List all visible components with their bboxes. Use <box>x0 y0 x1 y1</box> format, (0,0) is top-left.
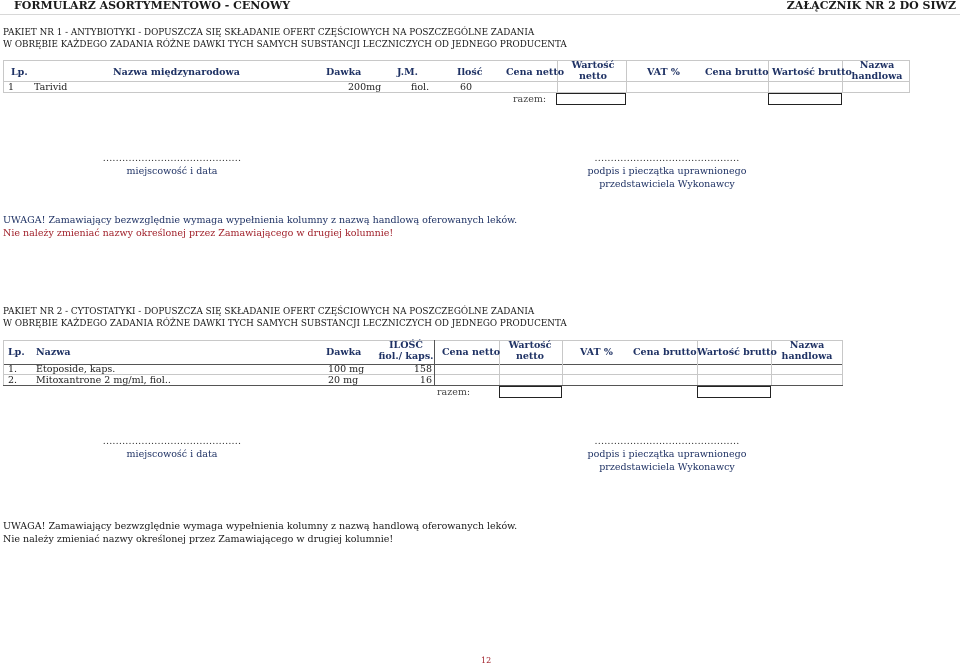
table-line <box>626 60 627 92</box>
signature-label-line1: podpis i pieczątka uprawnionego <box>587 449 747 460</box>
signature-block-1 <box>582 152 752 191</box>
col-net-value: Wartość netto <box>508 340 552 362</box>
col-name: Nazwa międzynarodowa <box>113 67 240 78</box>
row-lp: 1 <box>8 82 15 93</box>
row-dose: 100 mg <box>328 364 365 375</box>
col-dose: Dawka <box>326 67 362 78</box>
table-line <box>3 81 910 82</box>
col-gross-price: Cena brutto <box>705 67 769 78</box>
total-net-value-box[interactable] <box>499 386 562 398</box>
warning-line1: UWAGA! Zamawiający bezwzględnie wymaga wypełnienia kolumny z nazwą handlową oferowanych leków. <box>3 521 518 532</box>
table-line <box>842 340 843 385</box>
signature-label-line2: przedstawiciela Wykonawcy <box>599 462 735 473</box>
package-1-title-line1: PAKIET NR 1 - ANTYBIOTYKI - DOPUSZCZA SIĘ SKŁADANIE OFERT CZĘŚCIOWYCH NA POSZCZEGÓLNE ZADANIA <box>3 28 535 38</box>
total-label: razem: <box>513 94 547 105</box>
row-qty: 158 <box>413 364 432 375</box>
col-qty: Ilość <box>457 67 483 78</box>
col-qty: ILOŚĆ fiol./ kaps. <box>378 340 434 362</box>
row-name: Etoposide, kaps. <box>36 364 116 375</box>
total-label: razem: <box>437 387 471 398</box>
row-name: Mitoxantrone 2 mg/ml, fiol.. <box>36 375 171 386</box>
warning-2 <box>3 520 517 546</box>
col-net-price: Cena netto <box>442 347 501 358</box>
col-lp: Lp. <box>8 347 25 358</box>
col-name: Nazwa <box>36 347 71 358</box>
col-gross-price: Cena brutto <box>633 347 697 358</box>
col-net-value: Wartość netto <box>571 60 615 82</box>
signature-dots: ............................................. <box>594 153 740 164</box>
place-date-block-2 <box>92 435 252 461</box>
warning-line2: Nie należy zmieniać nazwy określonej przez Zamawiającego w drugiej kolumnie! <box>3 534 394 545</box>
package-1-title-line2: W OBRĘBIE KAŻDEGO ZADANIA RÓŻNE DAWKI TYCH SAMYCH SUBSTANCJI LECZNICZYCH OD JEDNEGO PRODUCENTA <box>3 40 567 50</box>
package-1-title <box>3 27 567 51</box>
place-date-dots: ........................................... <box>102 436 242 447</box>
col-gross-value: Wartość brutto <box>697 347 777 358</box>
col-vat: VAT % <box>580 347 613 358</box>
place-date-dots: ........................................... <box>102 153 242 164</box>
page-number: 12 <box>481 656 492 665</box>
package-2-title-line2: W OBRĘBIE KAŻDEGO ZADANIA RÓŻNE DAWKI TYCH SAMYCH SUBSTANCJI LECZNICZYCH OD JEDNEGO PRODUCENTA <box>3 319 567 329</box>
row-dose: 200mg <box>348 82 382 93</box>
row-dose: 20 mg <box>328 375 359 386</box>
row-qty: 60 <box>460 82 473 93</box>
row-name: Tarivid <box>34 82 68 93</box>
signature-block-2 <box>582 435 752 474</box>
package-2-title-line1: PAKIET NR 2 - CYTOSTATYKI - DOPUSZCZA SIĘ SKŁADANIE OFERT CZĘŚCIOWYCH NA POSZCZEGÓLNE ZADANIA <box>3 307 535 317</box>
col-unit: J.M. <box>397 67 418 78</box>
place-date-block-1 <box>92 152 252 178</box>
table-line <box>562 340 563 385</box>
table-line <box>909 60 910 92</box>
table-line <box>3 60 4 92</box>
col-lp: Lp. <box>11 67 28 78</box>
col-gross-value: Wartość brutto <box>772 67 852 78</box>
table-line <box>3 60 910 61</box>
row-unit: fiol. <box>411 82 430 93</box>
col-trade-name: Nazwa handlowa <box>781 340 833 362</box>
table-line <box>434 340 435 385</box>
total-gross-value-box[interactable] <box>697 386 771 398</box>
col-vat: VAT % <box>647 67 680 78</box>
place-date-label: miejscowość i data <box>126 166 218 177</box>
col-trade-name: Nazwa handlowa <box>851 60 903 82</box>
warning-1 <box>3 214 517 240</box>
warning-line2: Nie należy zmieniać nazwy określonej przez Zamawiającego w drugiej kolumnie! <box>3 228 394 239</box>
attachment-label: ZAŁĄCZNIK NR 2 DO SIWZ <box>786 0 956 12</box>
total-gross-value-box[interactable] <box>768 93 842 105</box>
signature-label-line2: przedstawiciela Wykonawcy <box>599 179 735 190</box>
row-qty: 16 <box>419 375 432 386</box>
warning-line1: UWAGA! Zamawiający bezwzględnie wymaga wypełnienia kolumny z nazwą handlową oferowanych leków. <box>3 215 518 226</box>
package-2-title <box>3 306 567 330</box>
table-line <box>3 340 4 385</box>
signature-label-line1: podpis i pieczątka uprawnionego <box>587 166 747 177</box>
row-lp: 2. <box>8 375 18 386</box>
col-net-price: Cena netto <box>506 67 565 78</box>
col-dose: Dawka <box>326 347 362 358</box>
total-net-value-box[interactable] <box>556 93 626 105</box>
row-lp: 1. <box>8 364 18 375</box>
form-title: FORMULARZ ASORTYMENTOWO - CENOWY <box>14 0 291 12</box>
signature-dots: ............................................. <box>594 436 740 447</box>
place-date-label: miejscowość i data <box>126 449 218 460</box>
